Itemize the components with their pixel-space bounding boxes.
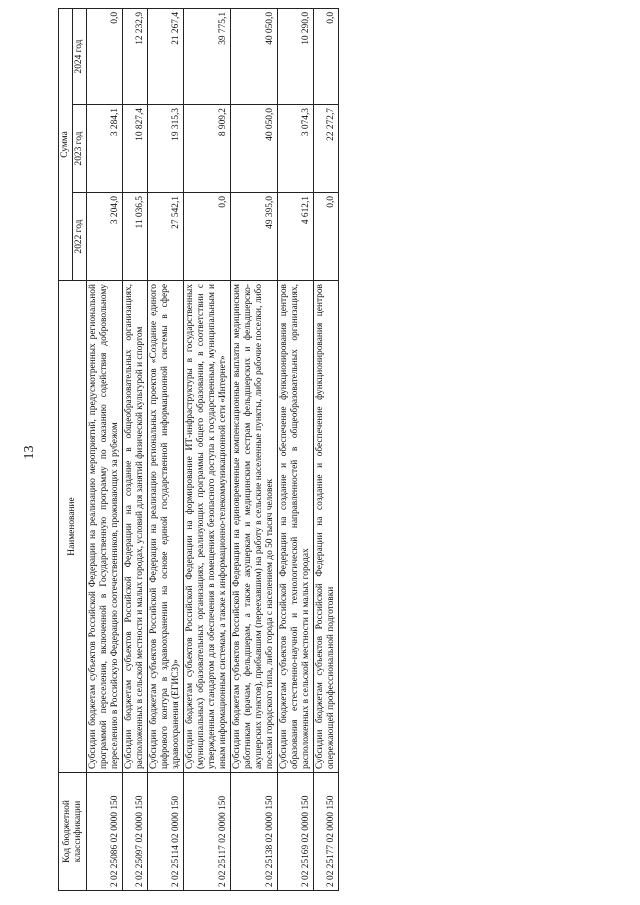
row-value-2023: 3 074,3 xyxy=(278,105,314,193)
row-code: 2 02 25097 02 0000 150 xyxy=(123,773,148,891)
row-value-2024: 21 267,4 xyxy=(148,8,184,104)
row-code: 2 02 25086 02 0000 150 xyxy=(87,773,123,891)
header-row xyxy=(59,8,73,890)
row-value-2024: 0,0 xyxy=(87,8,123,104)
row-value-2022: 11 036,5 xyxy=(123,193,148,281)
row-name: Субсидии бюджетам субъектов Российской Федерации на реализацию региональных проектов «Создание единого цифрового контура в здравоохранении на основе единой государственной информационной системы в сфере здравоохранения (ЕГИСЗ)» xyxy=(148,281,184,773)
row-value-2023: 22 272,7 xyxy=(314,105,339,193)
row-code: 2 02 25177 02 0000 150 xyxy=(314,773,339,891)
row-value-2022: 4 612,1 xyxy=(278,193,314,281)
row-value-2023: 40 050,0 xyxy=(231,105,278,193)
header-year-2022: 2022 год xyxy=(73,193,87,281)
table-row xyxy=(314,8,339,890)
row-value-2023: 3 284,1 xyxy=(87,105,123,193)
row-code: 2 02 25169 02 0000 150 xyxy=(278,773,314,891)
table-row xyxy=(148,8,184,890)
row-value-2024: 40 050,0 xyxy=(231,8,278,104)
row-value-2022: 0,0 xyxy=(184,193,231,281)
table-row xyxy=(278,8,314,890)
table-row xyxy=(231,8,278,890)
table-row xyxy=(184,8,231,890)
row-name: Субсидии бюджетам субъектов Российской Федерации на создание в общеобразовательных организациях, расположенных в сельской местности и малых городах, условий для занятий физической культурой и спортом xyxy=(123,281,148,773)
row-value-2024: 10 290,0 xyxy=(278,8,314,104)
table-row xyxy=(87,8,123,890)
table-row xyxy=(123,8,148,890)
row-value-2023: 8 909,2 xyxy=(184,105,231,193)
page-number: 13 xyxy=(22,445,37,460)
header-name: Наименование xyxy=(59,281,87,773)
row-value-2024: 0,0 xyxy=(314,8,339,104)
header-year-2024: 2024 год xyxy=(73,8,87,104)
header-sum: Сумма xyxy=(59,8,73,280)
row-value-2022: 27 542,1 xyxy=(148,193,184,281)
row-value-2024: 12 232,9 xyxy=(123,8,148,104)
row-name: Субсидии бюджетам субъектов Российской Федерации на формирование ИТ-инфраструктуры в государственных (муниципальных) образовательных организациях, реализующих программы общего образования, в соответствии с утвержденным стандартом для обеспечения в помещениях безопасного доступа к государственным, муниципальным и иным информационным системам, а также к информационно-телекоммуникационной сети «Интернет» xyxy=(184,281,231,773)
row-code: 2 02 25117 02 0000 150 xyxy=(184,773,231,891)
row-code: 2 02 25138 02 0000 150 xyxy=(231,773,278,891)
row-name: Субсидии бюджетам субъектов Российской Федерации на единовременные компенсационные выплаты медицинским работникам (врачам, фельдшерам, а также акушеркам и медицинским сестрам фельдшерских и фельдшерско-акушерских пунктов), прибывшим (переехавшим) на работу в сельские населенные пункты, либо рабочие поселки, либо поселки городского типа, либо города с населением до 50 тысяч человек xyxy=(231,281,278,773)
row-value-2022: 49 395,0 xyxy=(231,193,278,281)
header-year-2023: 2023 год xyxy=(73,105,87,193)
header-code: Код бюджетной классификации xyxy=(59,773,87,891)
row-value-2022: 0,0 xyxy=(314,193,339,281)
budget-table xyxy=(58,8,339,891)
row-name: Субсидии бюджетам субъектов Российской Федерации на создание и обеспечение функционирования центров образования естественно-научной и технологической направленностей в общеобразовательных организациях, расположенных в сельской местности и малых городах xyxy=(278,281,314,773)
row-name: Субсидии бюджетам субъектов Российской Федерации на создание и обеспечение функционирования центров опережающей профессиональной подготовки xyxy=(314,281,339,773)
row-name: Субсидии бюджетам субъектов Российской Федерации на реализацию мероприятий, предусмотренных региональной программой переселения, включенной в Государственную программу по оказанию содействия добровольному переселению в Российскую Федерацию соотечественников, проживающих за рубежом xyxy=(87,281,123,773)
row-value-2023: 10 827,4 xyxy=(123,105,148,193)
row-value-2023: 19 315,3 xyxy=(148,105,184,193)
row-value-2024: 39 775,1 xyxy=(184,8,231,104)
row-value-2022: 3 204,0 xyxy=(87,193,123,281)
row-code: 2 02 25114 02 0000 150 xyxy=(148,773,184,891)
